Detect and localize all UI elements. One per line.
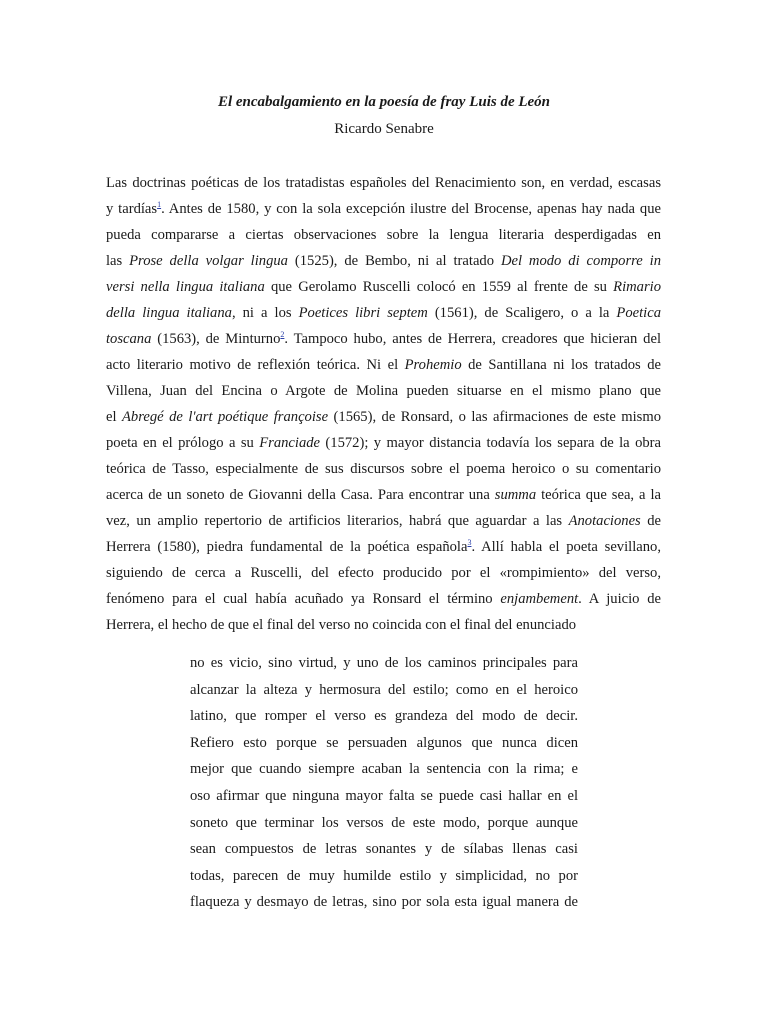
- quote-line: alcanzar la alteza y hermosura del estilo; como en el heroico: [190, 681, 578, 698]
- paragraph-line: [106, 456, 661, 482]
- footnote-reference-link[interactable]: 2: [280, 330, 285, 339]
- quote-line: sean compuestos de letras sonantes y de sílabas llenas casi: [190, 841, 578, 858]
- text-segment: . Tampoco hubo, antes de Herrera, creadores que hicieran del: [284, 331, 661, 347]
- text-segment: , ni a los: [231, 305, 299, 321]
- text-segment: (1572); y mayor distancia todavía los separa de la obra: [320, 435, 661, 451]
- text-segment: (1563), de Minturno: [151, 331, 281, 347]
- text-segment: de Santillana ni los tratados de: [461, 357, 661, 373]
- paragraph-line: [106, 300, 661, 326]
- italic-title-text: versi nella lingua italiana: [106, 279, 265, 295]
- text-segment: Villena, Juan del Encina o Argote de Molina pueden situarse en el mismo plano que: [106, 383, 661, 399]
- italic-title-text: summa: [494, 487, 537, 503]
- paragraph-line: [106, 508, 661, 534]
- paragraph-line: [106, 534, 661, 560]
- text-segment: . Antes de 1580, y con la sola excepción ilustre del Brocense, apenas hay nada que: [161, 201, 661, 217]
- text-segment: Herrera, el hecho de que el final del verso no coincida con el final del enunciado: [106, 617, 577, 633]
- text-segment: el: [106, 409, 123, 425]
- paragraph-line: [106, 404, 661, 430]
- italic-title-text: Poetica: [616, 305, 661, 321]
- text-segment: de: [640, 513, 661, 529]
- text-segment: . A juicio de: [578, 591, 662, 607]
- quote-line: soneto que terminar los versos de este modo, porque aunque: [190, 814, 578, 831]
- quote-line: todas, parecen de muy humilde estilo y simplicidad, no por: [190, 867, 578, 884]
- text-segment: teórica que sea, a la: [536, 487, 661, 503]
- italic-title-text: toscana: [106, 331, 152, 347]
- text-segment: (1565), de Ronsard, o las afirmaciones de este mismo: [328, 409, 661, 425]
- document-author: Ricardo Senabre: [334, 121, 434, 137]
- paragraph-line: [106, 326, 661, 352]
- italic-title-text: enjambement: [500, 591, 579, 607]
- text-segment: teórica de Tasso, especialmente de sus discursos sobre el poema heroico o su comentario: [106, 461, 661, 477]
- paragraph-line: [106, 560, 661, 586]
- text-segment: vez, un amplio repertorio de artificios literarios, habrá que aguardar a las: [106, 513, 569, 529]
- paragraph-line: [106, 482, 661, 508]
- text-segment: acerca de un soneto de Giovanni della Casa. Para encontrar una: [106, 487, 495, 503]
- document-title: El encabalgamiento en la poesía de fray Luis de León: [217, 94, 551, 110]
- text-segment: Herrera (1580), piedra fundamental de la poética española: [106, 539, 468, 555]
- text-segment: que Gerolamo Ruscelli colocó en 1559 al frente de su: [264, 279, 614, 295]
- quote-line: flaqueza y desmayo de letras, sino por sola esta igual manera de: [190, 894, 578, 911]
- text-segment: fenómeno para el cual había acuñado ya Ronsard el término: [106, 591, 501, 607]
- paragraph-line: [106, 170, 661, 196]
- paragraph-line: [106, 352, 661, 378]
- paragraph-line: [106, 586, 661, 612]
- italic-title-text: Franciade: [259, 435, 321, 451]
- text-segment: siguiendo de cerca a Ruscelli, del efecto producido por el «rompimiento» del verso,: [106, 565, 661, 581]
- footnote-reference-link[interactable]: 3: [467, 538, 472, 547]
- paragraph-line: [106, 274, 661, 300]
- text-segment: (1561), de Scaligero, o a la: [427, 305, 617, 321]
- italic-title-text: Poetices libri septem: [298, 305, 428, 321]
- text-segment: y tardías: [106, 201, 158, 217]
- italic-title-text: della lingua italiana: [106, 305, 232, 321]
- italic-title-text: Abregé de l'art poétique françoise: [122, 409, 329, 425]
- italic-title-text: Prohemio: [404, 357, 462, 373]
- body-paragraph: [106, 170, 661, 638]
- paragraph-line: [106, 222, 661, 248]
- quote-line: Refiero esto porque se persuaden algunos que nunca dicen: [190, 734, 578, 751]
- italic-title-text: Rimario: [613, 279, 661, 295]
- block-quote: [190, 650, 578, 916]
- footnote-reference-link[interactable]: 1: [157, 200, 162, 209]
- text-segment: (1525), de Bembo, ni al tratado: [287, 253, 501, 269]
- text-segment: poeta en el prólogo a su: [106, 435, 260, 451]
- quote-line: no es vicio, sino virtud, y uno de los caminos principales para: [190, 655, 578, 671]
- text-segment: . Allí habla el poeta sevillano,: [471, 539, 661, 555]
- quote-line: latino, que romper el verso es grandeza del modo de decir.: [190, 708, 578, 725]
- text-segment: Las doctrinas poéticas de los tratadistas españoles del Renacimiento son, en verdad, escasas: [106, 175, 661, 191]
- quote-line: mejor que cuando siempre acaban la sentencia con la rima; e: [190, 761, 578, 778]
- italic-title-text: Prose della volgar lingua: [129, 253, 288, 269]
- italic-title-text: Anotaciones: [568, 513, 641, 529]
- paragraph-line: [106, 378, 661, 404]
- quote-line: oso afirmar que ninguna mayor falta se puede casi hallar en el: [190, 787, 578, 804]
- paragraph-line: [106, 612, 661, 638]
- paragraph-line: [106, 196, 661, 222]
- text-segment: acto literario motivo de reflexión teórica. Ni el: [106, 357, 405, 373]
- italic-title-text: Del modo di comporre in: [500, 253, 662, 269]
- text-segment: pueda compararse a ciertas observaciones sobre la lengua literaria desperdigadas en: [106, 227, 661, 243]
- paragraph-line: [106, 248, 661, 274]
- text-segment: las: [106, 253, 130, 269]
- paragraph-line: [106, 430, 661, 456]
